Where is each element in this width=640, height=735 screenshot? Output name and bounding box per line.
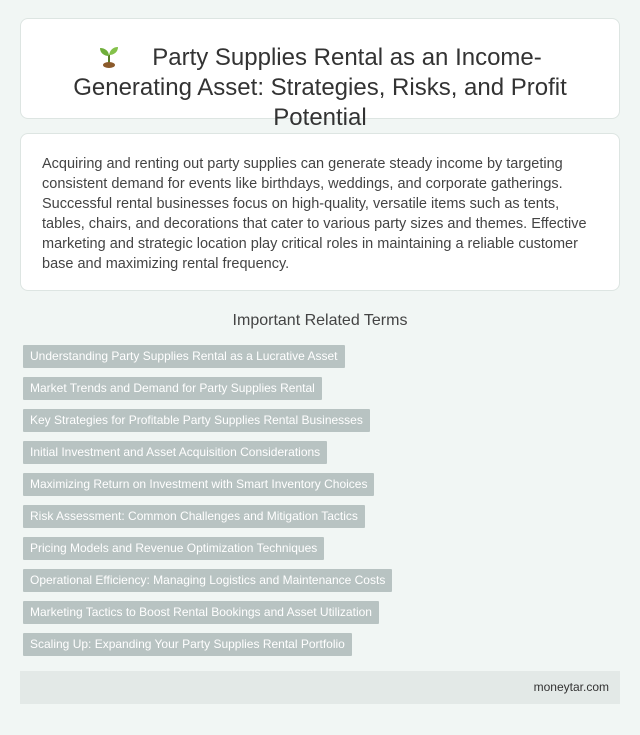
title-card bbox=[20, 18, 620, 131]
footer bbox=[20, 671, 620, 704]
related-term-tag[interactable]: Market Trends and Demand for Party Supplies Rental bbox=[23, 377, 322, 400]
related-term-tag[interactable]: Scaling Up: Expanding Your Party Supplies Rental Portfolio bbox=[23, 633, 352, 656]
related-term-tag[interactable]: Marketing Tactics to Boost Rental Bookings and Asset Utilization bbox=[23, 601, 379, 624]
related-term-tag[interactable]: Understanding Party Supplies Rental as a Lucrative Asset bbox=[23, 345, 345, 368]
related-term-tag[interactable]: Key Strategies for Profitable Party Supplies Rental Businesses bbox=[23, 409, 370, 432]
related-term-tag[interactable]: Initial Investment and Asset Acquisition Considerations bbox=[23, 441, 327, 464]
related-terms-list bbox=[23, 345, 620, 665]
footer-site: moneytar.com bbox=[533, 680, 609, 694]
page-title bbox=[41, 43, 599, 133]
intro-card bbox=[20, 133, 620, 291]
related-term-tag[interactable]: Pricing Models and Revenue Optimization Techniques bbox=[23, 537, 324, 560]
related-terms-heading: Important Related Terms bbox=[232, 312, 408, 329]
page-title-text: Party Supplies Rental as an Income-Generating Asset: Strategies, Risks, and Profit Potential bbox=[73, 44, 567, 131]
intro-paragraph: Acquiring and renting out party supplies can generate steady income by targeting consistent demand for events like birthdays, weddings, and corporate gatherings. Successful rental businesses focus on high-quality, versatile items such as tents, tables, chairs, and decorations that cater to various party sizes and themes. Effective marketing and strategic location play critical roles in maintaining a reliable customer base and maximizing rental frequency. bbox=[42, 156, 587, 272]
related-term-tag[interactable]: Risk Assessment: Common Challenges and Mitigation Tactics bbox=[23, 505, 365, 528]
related-term-tag[interactable]: Maximizing Return on Investment with Smart Inventory Choices bbox=[23, 473, 374, 496]
sprout-icon bbox=[98, 44, 120, 68]
related-term-tag[interactable]: Operational Efficiency: Managing Logistics and Maintenance Costs bbox=[23, 569, 392, 592]
